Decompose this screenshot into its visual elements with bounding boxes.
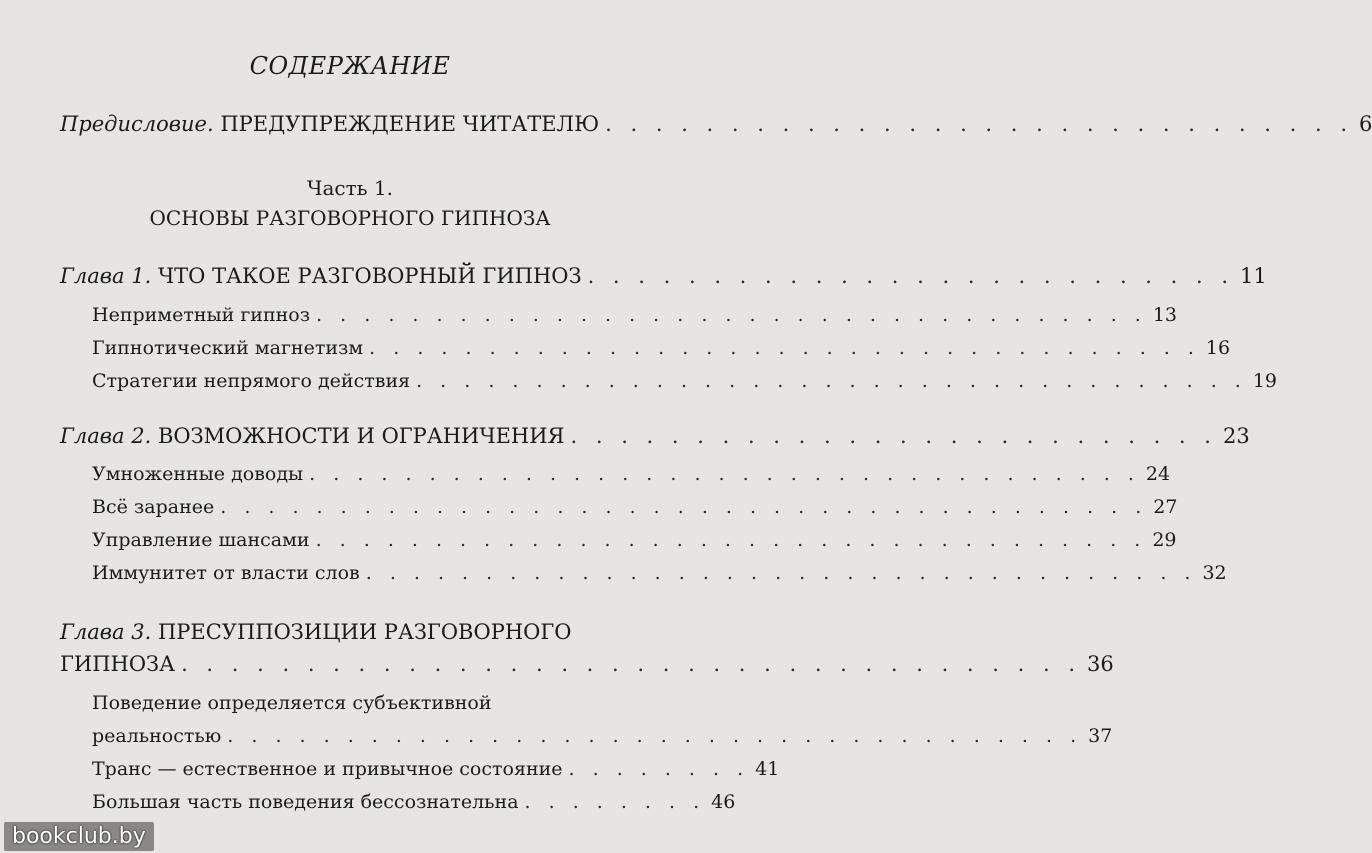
entry-prefix: Глава 3. (60, 620, 152, 644)
site-watermark: bookclub.by (4, 822, 154, 851)
dot-leader: . . . . . . . . . . . . . . . . . . . . . . . . . . . . . . . . . . . . (181, 652, 1082, 676)
part-heading: Часть 1. (307, 176, 393, 200)
section-title-continued: реальностью (92, 725, 222, 747)
toc-entry-section-line-1[interactable]: Поведение определяется субъективной (92, 692, 492, 714)
entry-title: ЧТО ТАКОЕ РАЗГОВОРНЫЙ ГИПНОЗ (157, 264, 582, 288)
page-number: 37 (1088, 725, 1113, 747)
page-number: 24 (1145, 463, 1171, 485)
page-number: 46 (711, 791, 736, 813)
toc-title: СОДЕРЖАНИЕ (249, 52, 451, 80)
dot-leader: . . . . . . . . . . . . . . . . . . . . . . . . . . (587, 264, 1235, 288)
page-number: 23 (1222, 424, 1250, 448)
toc-entry-section[interactable] (92, 463, 1171, 485)
entry-prefix: Предисловие. (60, 112, 214, 136)
dot-leader: . . . . . . . . . . . . . . . . . . . . . . . . . . . . . . . . . . . . (227, 725, 1083, 747)
entry-title: ВОЗМОЖНОСТИ И ОГРАНИЧЕНИЯ (157, 424, 565, 448)
toc-entry-preface[interactable] (60, 112, 1372, 136)
toc-entry-section[interactable] (92, 496, 1178, 518)
page-number: 11 (1240, 264, 1267, 288)
section-title: Управление шансами (92, 529, 310, 551)
page-number: 19 (1252, 370, 1278, 392)
toc-entry-chapter-3-line-1[interactable] (60, 620, 571, 644)
dot-leader: . . . . . . . . . . . . . . . . . . . . . . . . . . . . . . . . . . . . . . . (220, 496, 1148, 518)
section-title: Гипнотический магнетизм (92, 337, 364, 359)
dot-leader: . . . . . . . . (524, 791, 706, 813)
toc-entry-label (60, 112, 599, 136)
section-title: Всё заранее (92, 496, 215, 518)
page-number: 27 (1153, 496, 1178, 518)
dot-leader: . . . . . . . . . . . . . . . . . . . . . . . . . . . . . . . . . . . (416, 370, 1247, 392)
toc-entry-chapter-3[interactable] (60, 652, 1114, 676)
toc-entry-section[interactable] (92, 791, 736, 813)
toc-entry-section[interactable] (92, 304, 1177, 326)
section-title: Неприметный гипноз (92, 304, 311, 326)
page-number: 36 (1087, 652, 1114, 676)
page-number: 16 (1205, 337, 1231, 359)
dot-leader: . . . . . . . . (568, 758, 750, 780)
section-title: Большая часть поведения бессознательна (92, 791, 519, 813)
entry-title: ПРЕДУПРЕЖДЕНИЕ ЧИТАТЕЛЮ (220, 112, 600, 136)
toc-entry-section[interactable] (92, 758, 780, 780)
toc-entry-section[interactable] (92, 370, 1278, 392)
entry-title-continued: ГИПНОЗА (60, 652, 176, 676)
toc-entry-section[interactable] (92, 725, 1113, 747)
page-number: 41 (755, 758, 780, 780)
dot-leader: . . . . . . . . . . . . . . . . . . . . . . . . . . . . . . . . . . . (309, 463, 1140, 485)
toc-entry-section[interactable] (92, 337, 1231, 359)
dot-leader: . . . . . . . . . . . . . . . . . . . . . . . . . . . . . . . . . . . (316, 304, 1147, 326)
toc-entry-chapter-2[interactable] (60, 424, 1250, 448)
page-number: 6 (1359, 112, 1372, 136)
toc-entry-label (60, 264, 582, 288)
section-title: Стратегии непрямого действия (92, 370, 411, 392)
part-subtitle: ОСНОВЫ РАЗГОВОРНОГО ГИПНОЗА (149, 206, 551, 230)
entry-prefix: Глава 1. (60, 264, 152, 288)
toc-entry-section[interactable] (92, 562, 1227, 584)
dot-leader: . . . . . . . . . . . . . . . . . . . . . . . . . . . . . . . . . . . (315, 529, 1147, 551)
page-number: 32 (1202, 562, 1227, 584)
section-title: Умноженные доводы (92, 463, 304, 485)
toc-entry-section[interactable] (92, 529, 1177, 551)
toc-entry-chapter-1[interactable] (60, 264, 1267, 288)
section-title: Иммунитет от власти слов (92, 562, 360, 584)
page-number: 13 (1152, 304, 1177, 326)
section-title: Транс — естественное и привычное состояние (92, 758, 563, 780)
toc-entry-label (60, 424, 565, 448)
entry-title: ПРЕСУППОЗИЦИИ РАЗГОВОРНОГО (157, 620, 572, 644)
page-number: 29 (1152, 529, 1177, 551)
dot-leader: . . . . . . . . . . . . . . . . . . . . . . . . . . (570, 424, 1217, 448)
entry-prefix: Глава 2. (60, 424, 152, 448)
dot-leader: . . . . . . . . . . . . . . . . . . . . . . . . . . . . . . . . . . . (369, 337, 1200, 359)
dot-leader: . . . . . . . . . . . . . . . . . . . . . . . . . . . . . . . . . . . (365, 562, 1197, 584)
dot-leader: . . . . . . . . . . . . . . . . . . . . . . . . . . . . . . (605, 112, 1353, 136)
